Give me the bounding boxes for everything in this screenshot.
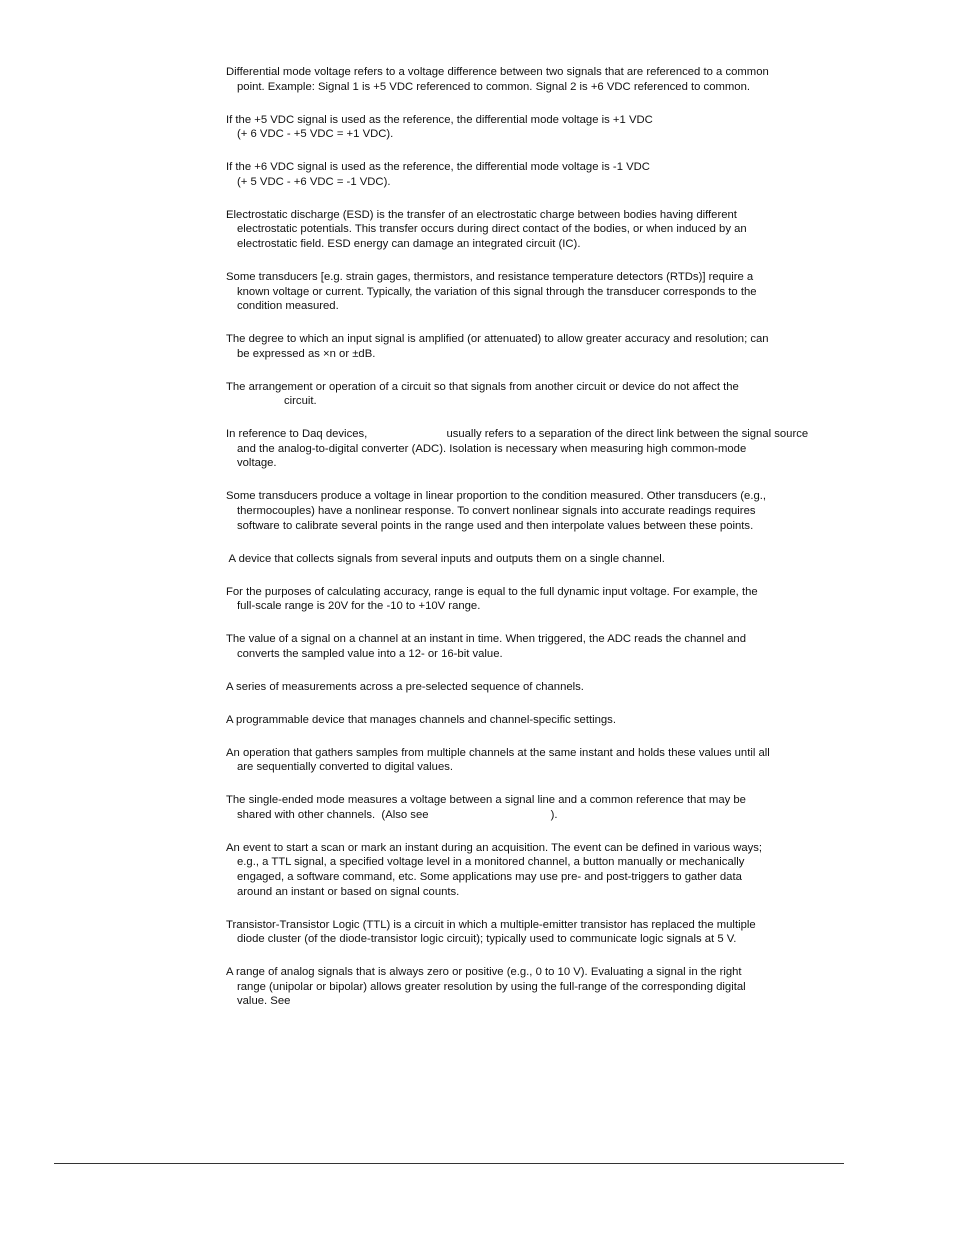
definition-isolation-daq bbox=[226, 427, 838, 471]
text-line: point. Example: Signal 1 is +5 VDC referenced to common. Signal 2 is +6 VDC referenced to common. bbox=[237, 80, 751, 93]
definition-signal-conditioning-module bbox=[226, 713, 838, 728]
text-line: Some transducers [e.g. strain gages, thermistors, and resistance temperature detectors (RTDs)] require a bbox=[226, 270, 754, 283]
text-line: A programmable device that manages channels and channel-specific settings. bbox=[226, 713, 616, 726]
text-line: Some transducers produce a voltage in linear proportion to the condition measured. Other transducers (e.g., bbox=[226, 490, 767, 503]
text-line: (+ 5 VDC - +6 VDC = -1 VDC). bbox=[237, 175, 391, 188]
definition-multiplexer bbox=[226, 552, 838, 567]
text-line: (+ 6 VDC - +5 VDC = +1 VDC). bbox=[237, 128, 394, 141]
text-line: circuit. bbox=[284, 395, 317, 408]
text-line: software to calibrate several points in the range used and then interpolate values between these points. bbox=[237, 519, 754, 532]
definition-isolation bbox=[226, 380, 838, 409]
text-line: and the analog-to-digital converter (ADC). Isolation is necessary when measuring high common-mode bbox=[237, 442, 747, 455]
definition-simultaneous-sample-and-hold bbox=[226, 746, 838, 775]
text-line: Transistor-Transistor Logic (TTL) is a circuit in which a multiple-emitter transistor has replaced the multiple bbox=[226, 918, 756, 931]
text-line: converts the sampled value into a 12- or 16-bit value. bbox=[237, 647, 503, 660]
definition-gain bbox=[226, 332, 838, 361]
text-line: ). bbox=[550, 808, 558, 821]
text-line: diode cluster (of the diode-transistor logic circuit); typically used to communicate logic signals at 5 V. bbox=[237, 933, 737, 946]
text-line: Differential mode voltage refers to a voltage difference between two signals that are referenced to a common bbox=[226, 66, 769, 78]
text-line: The value of a signal on a channel at an instant in time. When triggered, the ADC reads the channel and bbox=[226, 633, 746, 646]
text-line: The degree to which an input signal is amplified (or attenuated) to allow greater accuracy and resolution; can bbox=[226, 333, 769, 346]
text-line: The single-ended mode measures a voltage between a signal line and a common reference that may be bbox=[226, 794, 746, 807]
text-line: The arrangement or operation of a circuit so that signals from another circuit or device do not affect the bbox=[226, 380, 739, 393]
text-line: An operation that gathers samples from multiple channels at the same instant and holds these values until all bbox=[226, 746, 770, 759]
definition-ttl bbox=[226, 918, 838, 947]
text-line: voltage. bbox=[237, 457, 277, 470]
definition-excitation bbox=[226, 270, 838, 314]
text-line: condition measured. bbox=[237, 300, 339, 313]
text-line: For the purposes of calculating accuracy, range is equal to the full dynamic input voltage. For example, the bbox=[226, 585, 758, 598]
definition-differential-mode-voltage bbox=[226, 65, 838, 94]
text-line: engaged, a software command, etc. Some applications may use pre- and post-triggers to gather data bbox=[237, 871, 742, 884]
text-line: around an instant or based on signal counts. bbox=[237, 885, 460, 898]
definition-trigger bbox=[226, 841, 838, 899]
text-line: value. See bbox=[237, 995, 291, 1008]
text-line: A series of measurements across a pre-selected sequence of channels. bbox=[226, 680, 584, 693]
text-line: thermocouples) have a nonlinear response. To convert nonlinear signals into accurate readings requires bbox=[237, 505, 756, 517]
text-line: electrostatic field. ESD energy can damage an integrated circuit (IC). bbox=[237, 237, 581, 250]
text-line: A device that collects signals from several inputs and outputs them on a single channel. bbox=[226, 552, 665, 565]
text-line: full-scale range is 20V for the -10 to +10V range. bbox=[237, 600, 481, 613]
text-line: A range of analog signals that is always zero or positive (e.g., 0 to 10 V). Evaluating a signal in the right bbox=[226, 966, 742, 979]
text-line: be expressed as ×n or ±dB. bbox=[237, 347, 376, 360]
glossary-definitions bbox=[226, 65, 838, 1027]
footer-divider bbox=[54, 1163, 844, 1164]
text-line: shared with other channels. (Also see bbox=[237, 808, 432, 821]
text-line: Electrostatic discharge (ESD) is the transfer of an electrostatic charge between bodies having different bbox=[226, 208, 737, 221]
definition-single-ended-mode bbox=[226, 793, 838, 822]
text-line: An event to start a scan or mark an instant during an acquisition. The event can be defined in various ways; bbox=[226, 841, 763, 854]
text-line: If the +5 VDC signal is used as the reference, the differential mode voltage is +1 VDC bbox=[226, 113, 653, 126]
text-line: In reference to Daq devices, bbox=[226, 428, 371, 441]
definition-unipolar bbox=[226, 965, 838, 1009]
definition-plus6-reference bbox=[226, 160, 838, 189]
definition-sample bbox=[226, 632, 838, 661]
text-line: are sequentially converted to digital values. bbox=[237, 761, 454, 774]
text-line: e.g., a TTL signal, a specified voltage level in a monitored channel, a button manually or mechanically bbox=[237, 856, 745, 869]
definition-esd bbox=[226, 208, 838, 252]
text-line: If the +6 VDC signal is used as the reference, the differential mode voltage is -1 VDC bbox=[226, 161, 650, 174]
definition-linearization bbox=[226, 489, 838, 533]
definition-scan bbox=[226, 680, 838, 695]
text-line: range (unipolar or bipolar) allows greater resolution by using the full-range of the corresponding digital bbox=[237, 980, 746, 993]
definition-plus5-reference bbox=[226, 113, 838, 142]
text-line: known voltage or current. Typically, the variation of this signal through the transducer corresponds to the bbox=[237, 285, 757, 298]
text-line: usually refers to a separation of the direct link between the signal source bbox=[446, 428, 809, 441]
text-line: electrostatic potentials. This transfer occurs during direct contact of the bodies, or when induced by an bbox=[237, 223, 747, 236]
definition-range bbox=[226, 585, 838, 614]
